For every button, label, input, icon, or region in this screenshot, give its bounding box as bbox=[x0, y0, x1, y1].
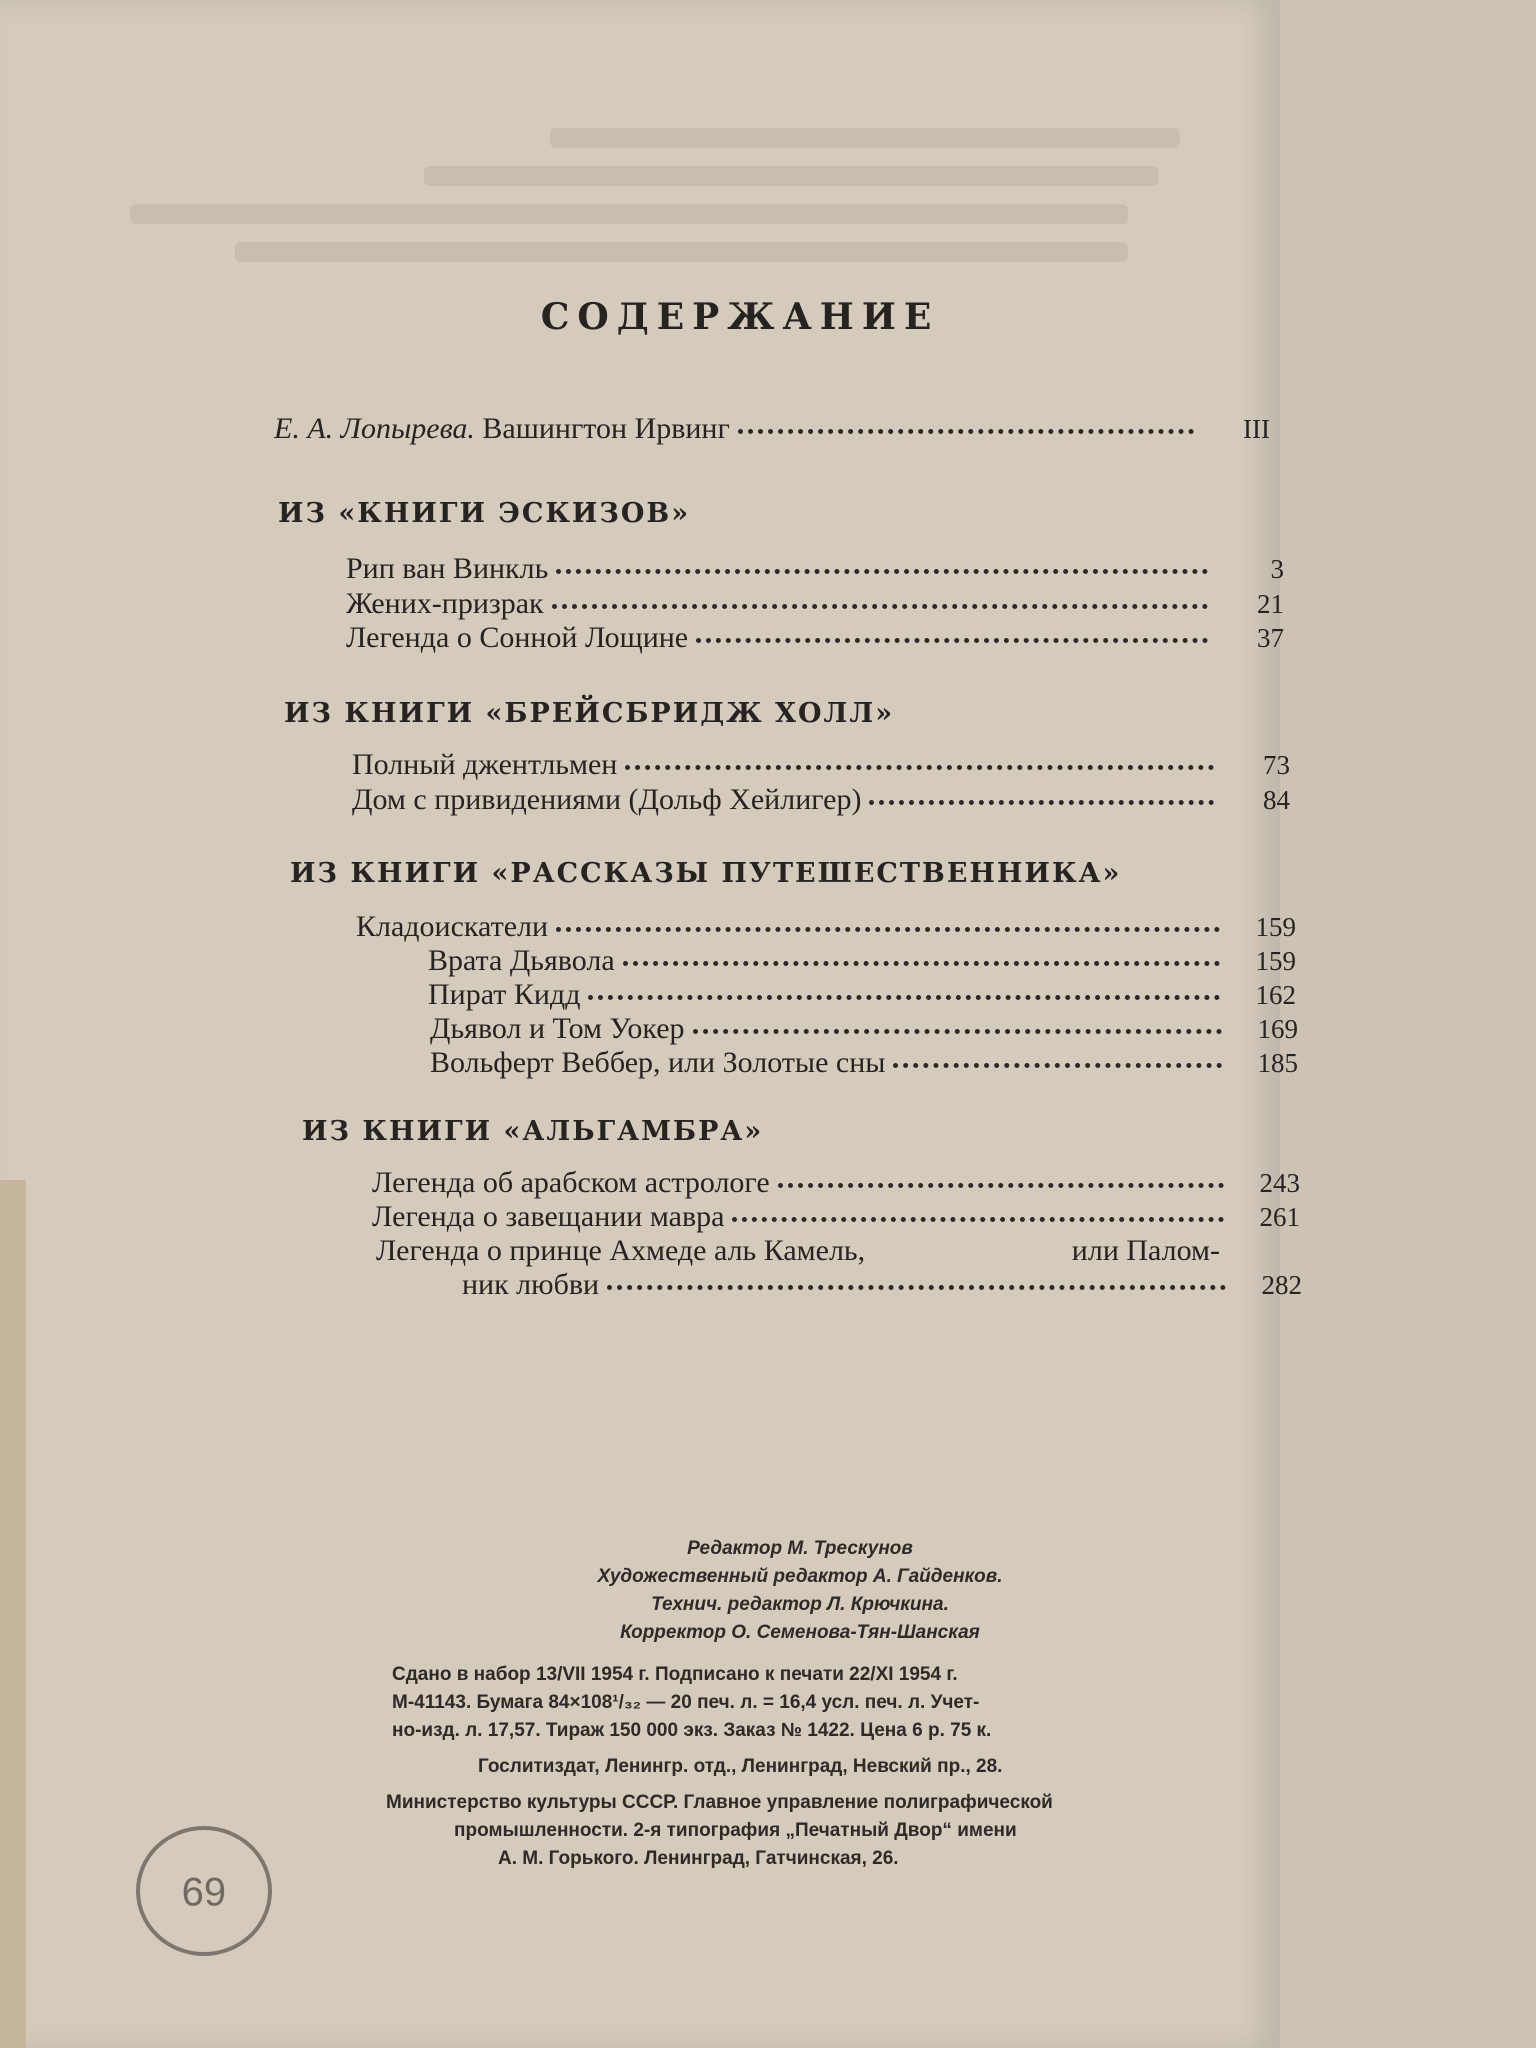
entry-title: Полный джентльмен bbox=[352, 748, 618, 781]
section-heading-alhambra: ИЗ КНИГИ «АЛЬГАМБРА» bbox=[302, 1116, 764, 1147]
imprint-line: Сдано в набор 13/VII 1954 г. Подписано к печати 22/XI 1954 г. bbox=[392, 1664, 958, 1685]
credit-tech-editor: Технич. редактор Л. Крючкина. bbox=[651, 1594, 949, 1615]
imprint-line: М-41143. Бумага 84×108¹/₃₂ — 20 печ. л. = 16,4 усл. печ. л. Учет- bbox=[392, 1692, 980, 1713]
entry-title-part: Легенда о принце Ахмеде аль Камель, bbox=[376, 1234, 866, 1267]
toc-entry bbox=[346, 552, 1284, 586]
page-number: 261 bbox=[1259, 1202, 1300, 1232]
toc-entry bbox=[352, 783, 1290, 817]
toc-entry-multiline-first bbox=[376, 1234, 1220, 1268]
imprint-line: промышленности. 2-я типография „Печатный Двор“ имени bbox=[454, 1820, 1017, 1841]
page-number: III bbox=[1243, 414, 1270, 444]
page-number: 3 bbox=[1270, 554, 1284, 584]
toc-entry bbox=[430, 1046, 1298, 1080]
leader-dots bbox=[693, 1029, 1222, 1034]
leader-dots bbox=[556, 569, 1208, 574]
leader-dots bbox=[732, 1217, 1224, 1222]
entry-title: Врата Дьявола bbox=[428, 944, 615, 977]
entry-title: Жених-призрак bbox=[346, 587, 544, 620]
page-number: 185 bbox=[1257, 1048, 1298, 1078]
credit-editor: Редактор М. Трескунов bbox=[687, 1538, 913, 1559]
page-number: 159 bbox=[1255, 946, 1296, 976]
entry-title-part: или Палом- bbox=[1071, 1234, 1220, 1267]
toc-entry bbox=[372, 1166, 1300, 1200]
page-number: 84 bbox=[1263, 785, 1290, 815]
imprint-line: Министерство культуры СССР. Главное управление полиграфической bbox=[386, 1792, 1053, 1813]
credit-art-editor: Художественный редактор А. Гайденков. bbox=[597, 1566, 1003, 1587]
leader-dots bbox=[625, 765, 1214, 770]
entry-title: Вольферт Веббер, или Золотые сны bbox=[430, 1046, 886, 1079]
entry-title: Легенда о Сонной Лощине bbox=[346, 621, 689, 654]
leader-dots bbox=[607, 1285, 1226, 1290]
page-number: 159 bbox=[1255, 912, 1296, 942]
leader-dots bbox=[778, 1183, 1224, 1188]
entry-title: Пират Кидд bbox=[428, 978, 581, 1011]
entry-title: Рип ван Винкль bbox=[346, 552, 549, 585]
section-heading-tales-of-a-traveller: ИЗ КНИГИ «РАССКАЗЫ ПУТЕШЕСТВЕННИКА» bbox=[290, 858, 1122, 889]
toc-entry-intro bbox=[274, 412, 1270, 446]
section-heading-bracebridge-hall: ИЗ КНИГИ «БРЕЙСБРИДЖ ХОЛЛ» bbox=[284, 698, 895, 729]
entry-title: Легенда о завещании мавра bbox=[372, 1200, 725, 1233]
leader-dots bbox=[696, 638, 1208, 643]
library-stamp bbox=[136, 1826, 272, 1956]
leader-dots bbox=[552, 604, 1208, 609]
page-number: 73 bbox=[1263, 750, 1290, 780]
toc-entry bbox=[346, 587, 1284, 621]
section-heading-sketch-book: ИЗ «КНИГИ ЭСКИЗОВ» bbox=[278, 498, 691, 529]
leader-dots bbox=[893, 1063, 1222, 1068]
page-number: 37 bbox=[1257, 623, 1284, 653]
leader-dots bbox=[556, 927, 1220, 932]
entry-title: Дьявол и Том Уокер bbox=[430, 1012, 685, 1045]
page-number: 169 bbox=[1257, 1014, 1298, 1044]
toc-entry bbox=[352, 748, 1290, 782]
toc-entry bbox=[372, 1200, 1300, 1234]
leader-dots bbox=[623, 961, 1220, 966]
contents-title: СОДЕРЖАНИЕ bbox=[540, 296, 940, 338]
leader-dots bbox=[738, 429, 1194, 434]
leader-dots bbox=[869, 800, 1214, 805]
page-number: 243 bbox=[1259, 1168, 1300, 1198]
page-number: 162 bbox=[1255, 980, 1296, 1010]
imprint-publisher: Гослитиздат, Ленингр. отд., Ленинград, Невский пр., 28. bbox=[478, 1756, 1003, 1777]
stamp-number: 69 bbox=[181, 1869, 227, 1914]
toc-entry bbox=[428, 944, 1296, 978]
imprint-line: но-изд. л. 17,57. Тираж 150 000 экз. Заказ № 1422. Цена 6 р. 75 к. bbox=[392, 1720, 992, 1741]
entry-title: Дом с привидениями (Дольф Хейлигер) bbox=[352, 783, 862, 816]
entry-title: ник любви bbox=[462, 1268, 600, 1301]
page-number: 282 bbox=[1261, 1270, 1302, 1300]
entry-title: Легенда об арабском астрологе bbox=[372, 1166, 770, 1199]
page-number: 21 bbox=[1257, 589, 1284, 619]
intro-title: Вашингтон Ирвинг bbox=[482, 412, 730, 445]
entry-title: Кладоискатели bbox=[356, 910, 549, 943]
toc-entry bbox=[428, 978, 1296, 1012]
toc-entry bbox=[346, 621, 1284, 655]
imprint-line: А. М. Горького. Ленинград, Гатчинская, 26. bbox=[498, 1848, 899, 1869]
intro-author: Е. А. Лопырева. bbox=[274, 412, 475, 445]
bleed-through-text bbox=[130, 110, 1180, 320]
credit-proofreader: Корректор О. Семенова-Тян-Шанская bbox=[620, 1622, 980, 1643]
leader-dots bbox=[588, 995, 1220, 1000]
toc-entry-multiline-second bbox=[462, 1268, 1302, 1302]
toc-entry bbox=[430, 1012, 1298, 1046]
toc-entry bbox=[356, 910, 1296, 944]
